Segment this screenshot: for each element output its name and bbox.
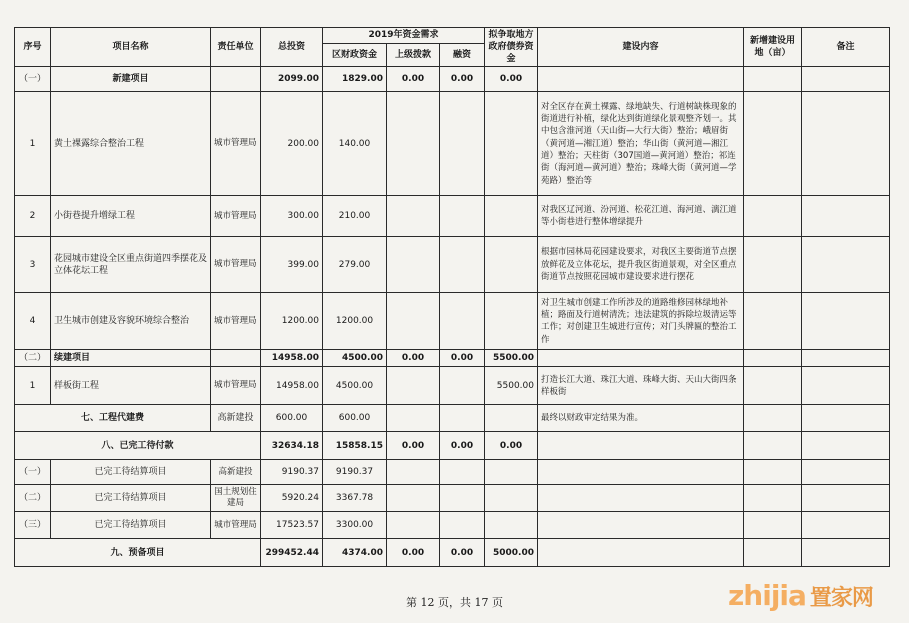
cell-name: 已完工待结算项目 [51,512,211,539]
cell-district: 4374.00 [323,539,387,567]
cell-land [744,92,802,196]
header-fund-superior: 上级拨款 [387,44,440,67]
cell-district: 4500.00 [323,367,387,405]
cell-name: 新建项目 [51,67,211,92]
table-row [15,350,890,367]
cell-district: 4500.00 [323,350,387,367]
section-label: 七、工程代建费 [15,405,211,432]
header-land: 新增建设用地（亩） [744,28,802,67]
cell-content [538,67,744,92]
table-row [15,293,890,350]
cell-no: （二） [15,350,51,367]
cell-land [744,350,802,367]
cell-bond [485,196,538,237]
cell-no: 4 [15,293,51,350]
cell-total: 17523.57 [261,512,323,539]
cell-district: 3367.78 [323,485,387,512]
cell-remark [802,350,890,367]
cell-land [744,67,802,92]
cell-unit: 国土规划住建局 [211,485,261,512]
cell-superior [387,92,440,196]
cell-land [744,367,802,405]
cell-no: （二） [15,485,51,512]
table-row [15,432,890,460]
cell-district: 600.00 [323,405,387,432]
cell-name: 已完工待结算项目 [51,485,211,512]
cell-total: 5920.24 [261,485,323,512]
table-row [15,539,890,567]
cell-remark [802,196,890,237]
cell-land [744,293,802,350]
cell-district: 210.00 [323,196,387,237]
cell-name: 花园城市建设全区重点街道四季摆花及立体花坛工程 [51,237,211,293]
cell-total: 399.00 [261,237,323,293]
cell-financing: 0.00 [440,350,485,367]
cell-unit: 城市管理局 [211,92,261,196]
cell-superior [387,237,440,293]
table-row [15,237,890,293]
cell-superior [387,367,440,405]
header-unit: 责任单位 [211,28,261,67]
cell-no: 3 [15,237,51,293]
header-fund-financing: 融资 [440,44,485,67]
table-row [15,405,890,432]
cell-district: 15858.15 [323,432,387,460]
cell-district: 9190.37 [323,460,387,485]
header-fund-district: 区财政资金 [323,44,387,67]
cell-no: （一） [15,67,51,92]
cell-total: 9190.37 [261,460,323,485]
cell-financing: 0.00 [440,67,485,92]
cell-bond [485,92,538,196]
cell-no: （三） [15,512,51,539]
cell-unit: 城市管理局 [211,196,261,237]
cell-unit [211,350,261,367]
cell-total: 14958.00 [261,367,323,405]
cell-bond: 5500.00 [485,350,538,367]
header-total: 总投资 [261,28,323,67]
page-number: 第 12 页，共 17 页 [406,596,503,609]
watermark-latin: zhijia [728,579,806,612]
cell-no: 2 [15,196,51,237]
cell-unit: 城市管理局 [211,237,261,293]
funding-table [14,27,890,567]
cell-content: 最终以财政审定结果为准。 [538,405,744,432]
cell-unit: 城市管理局 [211,512,261,539]
cell-no: （一） [15,460,51,485]
cell-total: 2099.00 [261,67,323,92]
cell-superior: 0.00 [387,539,440,567]
table-row [15,92,890,196]
table-row [15,196,890,237]
cell-land [744,196,802,237]
cell-bond: 5500.00 [485,367,538,405]
cell-bond [485,293,538,350]
cell-remark [802,293,890,350]
cell-remark [802,67,890,92]
cell-no: 1 [15,92,51,196]
header-content: 建设内容 [538,28,744,67]
cell-financing [440,196,485,237]
cell-financing [440,367,485,405]
table-row [15,67,890,92]
cell-content [538,350,744,367]
header-fund-group: 2019年资金需求 [323,28,485,44]
cell-financing: 0.00 [440,432,485,460]
cell-superior [387,196,440,237]
cell-unit: 城市管理局 [211,367,261,405]
header-no: 序号 [15,28,51,67]
cell-name: 小街巷提升增绿工程 [51,196,211,237]
cell-content: 根据市园林局花园建设要求，对我区主要街道节点摆放鲜花及立体花坛，提升我区街道景观，对全区重点街道节点按照花园城市建设要求进行摆花 [538,237,744,293]
cell-financing: 0.00 [440,539,485,567]
cell-bond [485,237,538,293]
cell-total: 32634.18 [261,432,323,460]
cell-superior [387,293,440,350]
cell-district: 140.00 [323,92,387,196]
cell-total: 600.00 [261,405,323,432]
cell-unit [211,67,261,92]
cell-remark [802,92,890,196]
cell-name: 已完工待结算项目 [51,460,211,485]
cell-content: 对卫生城市创建工作所涉及的道路维修园林绿地补植；路面及行道树清洗；违法建筑的拆除垃圾清运等工作；对创建卫生城进行宣传；对门头牌匾的整治工作 [538,293,744,350]
section-label: 九、预备项目 [15,539,261,567]
cell-superior: 0.00 [387,350,440,367]
cell-financing [440,293,485,350]
cell-financing [440,92,485,196]
cell-unit: 城市管理局 [211,293,261,350]
cell-total: 300.00 [261,196,323,237]
cell-district: 1829.00 [323,67,387,92]
header-bond: 拟争取地方政府债券资金 [485,28,538,67]
cell-total: 1200.00 [261,293,323,350]
cell-land [744,237,802,293]
cell-unit: 高新建投 [211,405,261,432]
table-row [15,367,890,405]
cell-name: 黄土裸露综合整治工程 [51,92,211,196]
cell-bond: 5000.00 [485,539,538,567]
cell-district: 3300.00 [323,512,387,539]
cell-name: 卫生城市创建及容貌环境综合整治 [51,293,211,350]
header-remark: 备注 [802,28,890,67]
cell-remark [802,237,890,293]
cell-remark [802,367,890,405]
cell-bond: 0.00 [485,67,538,92]
cell-superior: 0.00 [387,67,440,92]
table-row [15,485,890,512]
cell-content: 对我区辽河道、汾河道、松花江道、海河道、漓江道等小街巷进行整体增绿提升 [538,196,744,237]
cell-district: 1200.00 [323,293,387,350]
cell-superior: 0.00 [387,432,440,460]
section-label: 八、已完工待付款 [15,432,261,460]
cell-total: 299452.44 [261,539,323,567]
cell-name: 续建项目 [51,350,211,367]
cell-bond: 0.00 [485,432,538,460]
cell-unit: 高新建投 [211,460,261,485]
cell-name: 样板街工程 [51,367,211,405]
cell-content: 对全区存在黄土裸露、绿地缺失、行道树缺株现象的街道进行补植，绿化达到街道绿化景观整齐划一。其中包含淮河道（天山街—大行大街）整治；峨眉街（黄河道—湘江道）整治；华山街（黄河道—湘江道）整治；天柱街（307国道—黄河道）整治；祁连街（海河道—黄河道）整治；珠峰大街（黄河道—学苑路）整治等 [538,92,744,196]
cell-content: 打造长江大道、珠江大道、珠峰大街、天山大街四条样板街 [538,367,744,405]
table-row [15,460,890,485]
watermark-logo [728,579,904,615]
header-name: 项目名称 [51,28,211,67]
cell-total: 14958.00 [261,350,323,367]
table-row [15,512,890,539]
cell-financing [440,237,485,293]
cell-total: 200.00 [261,92,323,196]
watermark-cn: 置家网 [809,586,873,611]
cell-no: 1 [15,367,51,405]
cell-district: 279.00 [323,237,387,293]
